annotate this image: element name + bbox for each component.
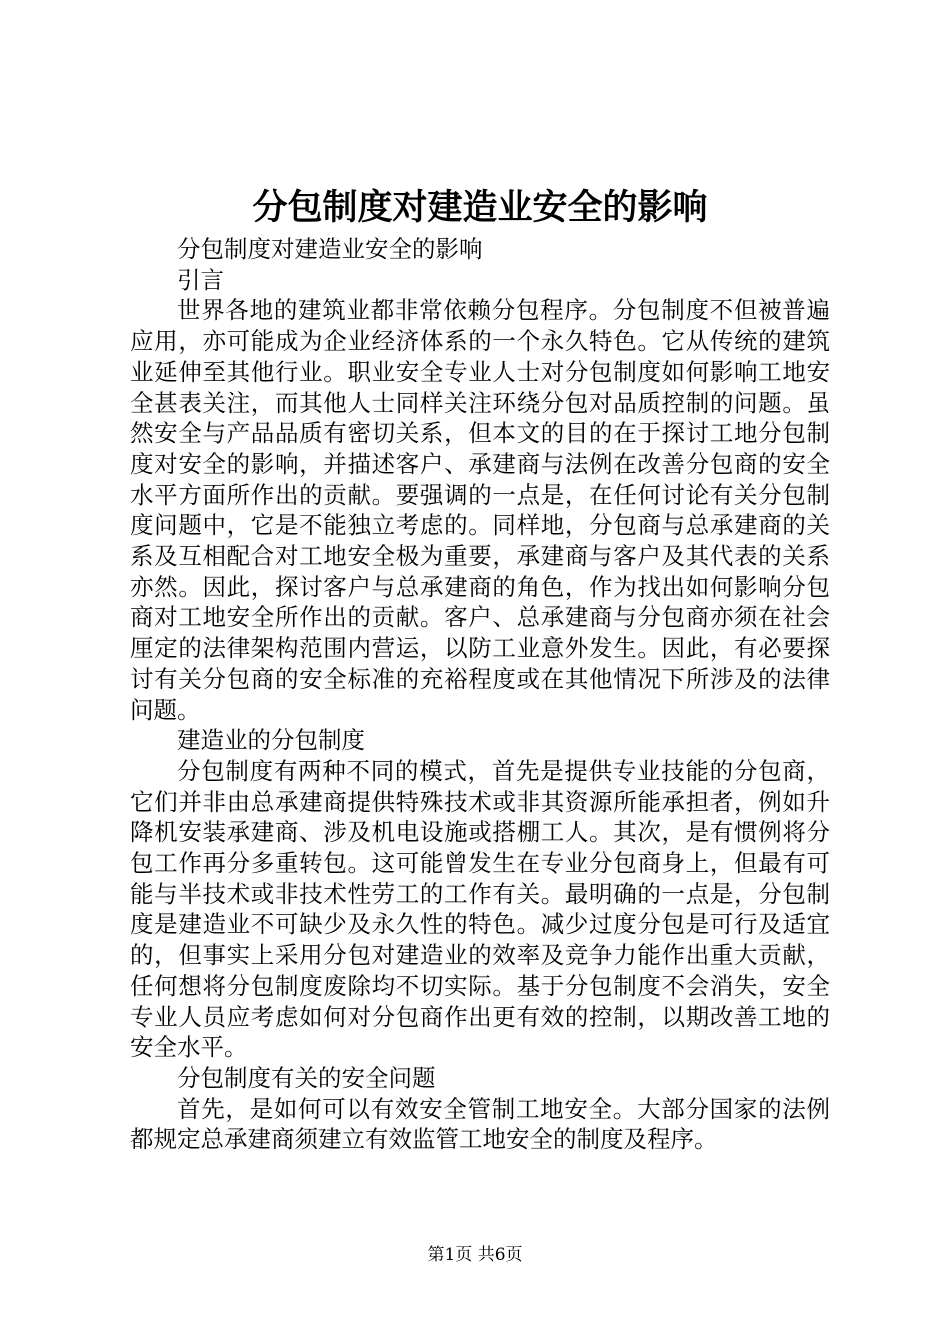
document-title: 分包制度对建造业安全的影响	[252, 187, 708, 228]
section-heading-intro: 引言	[177, 265, 224, 294]
paragraph-subcontracting: 分包制度有两种不同的模式，首先是提供专业技能的分包商，它们并非由总承建商提供特殊技术或非其资源所能承担者，例如升降机安装承建商、涉及机电设施或搭棚工人。其次，是有惯例将分包工作再分多重转包。这可能曾发生在专业分包商身上，但最有可能与半技术或非技术性劳工的工作有关。最明确的一点是，分包制度是建造业不可缺少及永久性的特色。减少过度分包是可行及适宜的，但事实上采用分包对建造业的效率及竞争力能作出重大贡献，任何想将分包制度废除均不切实际。基于分包制度不会消失，安全专业人员应考虑如何对分包商作出更有效的控制，以期改善工地的安全水平。	[130, 756, 830, 1062]
paragraph-intro: 世界各地的建筑业都非常依赖分包程序。分包制度不但被普遍应用，亦可能成为企业经济体系的一个永久特色。它从传统的建筑业延伸至其他行业。职业安全专业人士对分包制度如何影响工地安全甚表关注，而其他人士同样关注环绕分包对品质控制的问题。虽然安全与产品品质有密切关系，但本文的目的在于探讨工地分包制度对安全的影响，并描述客户、承建商与法例在改善分包商的安全水平方面所作出的贡献。要强调的一点是，在任何讨论有关分包制度问题中，它是不能独立考虑的。同样地，分包商与总承建商的关系及互相配合对工地安全极为重要，承建商与客户及其代表的关系亦然。因此，探讨客户与总承建商的角色，作为找出如何影响分包商对工地安全所作出的贡献。客户、总承建商与分包商亦须在社会厘定的法律架构范围内营运，以防工业意外发生。因此，有必要探讨有关分包商的安全标准的充裕程度或在其他情况下所涉及的法律问题。	[130, 296, 830, 724]
paragraph-safety-issues: 首先，是如何可以有效安全管制工地安全。大部分国家的法例都规定总承建商须建立有效监管工地安全的制度及程序。	[130, 1094, 830, 1154]
page-number-footer: 第1页 共6页	[427, 1245, 523, 1265]
subtitle-line: 分包制度对建造业安全的影响	[177, 235, 483, 263]
document-body	[130, 186, 830, 1155]
section-heading-subcontracting: 建造业的分包制度	[177, 726, 365, 755]
section-heading-safety-issues: 分包制度有关的安全问题	[177, 1063, 436, 1092]
